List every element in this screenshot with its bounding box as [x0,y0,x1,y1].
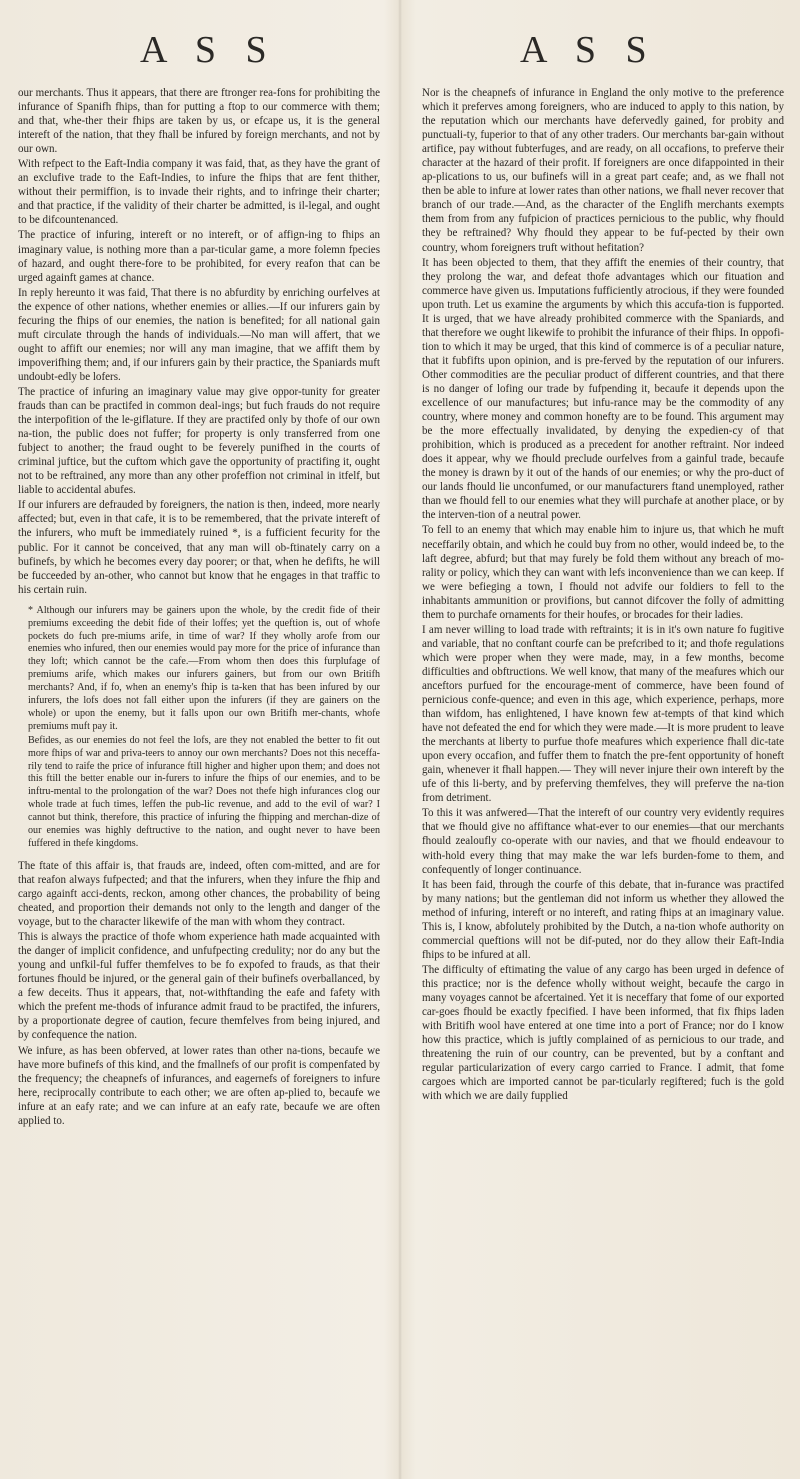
paragraph: The difficulty of eftimating the value of any cargo has been urged in defence of this practice; nor is the defence wholly without weight, becaufe the cargo in many voyages cannot be afcertained. Yet it is neceffary that fome of our exported car-goes fhould be exactly fpecified. I have been informed, that fix fhips laden with Britifh wool have entered at one time into a port of France; nor do I know how this practice, which is juftly complained of as pernicious to our trade, and threatening the ruin of our country, can be prevented, but by a conftant and regular particularization of every cargo carried to France. I admit, that fome cargoes which are imported cannot be par-ticularly regiftered; fuch is the gold with which we are daily fupplied [422,963,784,1103]
paragraph: I am never willing to load trade with reftraints; it is in it's own nature fo fugitive and variable, that no conftant courfe can be prefcribed to it; and thofe regulations which were proper when they were made, may, in a few months, become difficulties and obftructions. We well know, that many of the meafures which our anceftors purfued for the encourage-ment of commerce, have been found of pernicious confe-quence; and even in this age, which experience, perhaps, more than wifdom, has enlightened, I have known few at-tempts of that kind which have not defeated the end for which they were made.—It is more prudent to leave the merchants at liberty to purfue thofe meafures which experience fhall dic-tate upon every occafion, and fuffer them to fnatch the pre-fent opportunity of honeft gain, whenever it fhall happen.— They will never injure their own intereft by the ufe of this li-berty, and by preferving themfelves, they will preferve the na-tion from detriment. [422,623,784,805]
paragraph: In reply hereunto it was faid, That there is no abfurdity by enriching ourfelves at the expence of other nations, whether enemies or allies.—If our infurers gain by fecuring the fhips of our enemies, the nation is benefited; for all national gain muft circulate through the hands of individuals.—No man will affert, that we ought to affift our enemies; nor will any man imagine, that we affift them by impoverifhing them; and, if our infurers gain by their practice, the Spaniards muft undoubt-edly be lofers. [18,286,380,383]
paragraph: The ftate of this affair is, that frauds are, indeed, often com-mitted, and are for that reafon always fufpected; and that the infurers, when they infure the fhip and cargo againft acci-dents, reckon, among other chances, the probability of being cheated, and proportion their demands not only to the length and danger of the voyage, but to the character likewife of the man with whom they contract. [18,859,380,929]
paragraph: our merchants. Thus it appears, that there are ftronger rea-fons for prohibiting the infurance of Spanifh fhips, than for putting a ftop to our commerce with them; and that, whe-ther their fhips are taken by us, or efcape us, it is the general intereft of the nation, that they fhall be infured by foreign merchants, and not by our own. [18,87,380,156]
paragraph: It has been faid, through the courfe of this debate, that in-furance was practifed by many nations; but the gentleman did not inform us whether they allowed the method of infuring, intereft or no intereft, and rating fhips at an imaginary value. This is, I know, abfolutely prohibited by the Dutch, a na-tion whofe authority on commercial queftions will not be dif-puted, nor do they allow their Eaft-India fhips to be infured at all. [422,878,784,961]
footnote-paragraph: Befides, as our enemies do not feel the lofs, are they not enabled the better to fit out more fhips of war and priva-teers to annoy our own merchants? Does not this neceffa-rily tend to raife the price of infurance ftill higher and higher upon them; and does not this ftill the better enable our in-furers to infure the fhips of our enemies, and to be inftru-mental to the prolongation of the war? Does not thefe high infurances clog our whole trade at fuch times, leffen the pub-lic revenue, and add to the evil of war? I cannot but think, therefore, this practice of infuring the fhipping and merchan-dize of our enemies was highly deftructive to the nation, and ought never to have been fuffered in thefe kingdoms. [28,734,380,849]
running-head-left: A S S [140,29,277,71]
paragraph: The practice of infuring an imaginary value may give oppor-tunity for greater frauds than can be practifed in common deal-ings; but fuch frauds do not require the interpofition of the le-giflature. If they are practifed only by thofe of our own na-tion, the public does not fuffer; for property is only transferred from one fubject to another; the fraud ought to be feverely punifhed in the courts of criminal juftice, but the cuftom which gave the opportunity of practifing it, ought not to be reftrained, any more than any other profeffion not criminal in itfelf, but liable to accidental abufes. [18,385,380,497]
paragraph: To this it was anfwered—That the intereft of our country very evidently requires that we fhould give no affiftance what-ever to our enemies—that our merchants fhould zealoufly co-operate with our navies, and that we fhould endeavour to with-hold every thing that may make the war lefs burden-fome to them, and confequently of longer continuance. [422,807,784,876]
paragraph: Nor is the cheapnefs of infurance in England the only motive to the preference which it preferves among foreigners, who are induced to apply to this nation, by the reputation which our merchants have defervedly gained, for probity and punctuali-ty, fuperior to that of any other traders. Our merchants bar-gain without artifice, pay without fubterfuges, and are ready, on all occafions, to preferve their character at the hazard of their profit. If foreigners are once difappointed in their ap-plications to us, our bufinefs will in a great part ceafe; and, as we fhall not then be able to infure at lower rates than other nations, we fhall never recover that branch of our trade.—And, as the character of the Englifh merchants exempts them from from any fufpicion of practices pernicious to the public, why fhould they be reftrained? Why fhould they appear to be fuf-pected by their own country, whom foreigners truft without hefitation? [422,87,784,254]
paragraph: This is always the practice of thofe whom experience hath made acquainted with the danger of implicit confidence, and unfufpecting credulity; nor do any but the young and unfkil-ful fuffer themfelves to be fo expofed to frauds, as that their fortunes fhould be injured, or the general gain of their bufinefs overballanced, by a few deceits. Thus it appears, that, not-withftanding the eafe and fafety with which the prefent me-thods of infurance admit fraud to be practifed, the infurers, by a proportionate degree of caution, fecure themfelves from being injured, and by confequence the nation. [18,931,380,1042]
paragraph: If our infurers are defrauded by foreigners, the nation is then, indeed, more nearly affected; but, even in that cafe, it is to be remembered, that the private intereft of the infurers, who muft be immediately ruined *, is a fufficient fecurity for the public. For it cannot be conceived, that any man will ob-ftinately carry on a bufinefs, by which he becomes every day poorer; or that, when he defifts, he will be fucceeded by an-other, who cannot but know that he engages in that traffic to his certain ruin. [18,499,380,596]
book-spine [398,0,402,1479]
left-column [18,86,380,1128]
running-head-right: A S S [520,29,657,71]
footnote-paragraph: * Although our infurers may be gainers upon the whole, by the credit fide of their premiums exceeding the debit fide of their loffes; yet the queftion is, out of whofe pockets do fuch pre-miums arife, in time of war? If they wholly arofe from our enemies who infured, then our enemies would pay more for the price of infurance than they loft; which cannot be the cafe.—From whom then does this furplufage of premiums arife, which makes our infurers gainers, but from our own Britifh merchants? And, if fo, when an enemy's fhip is ta-ken that has been infured by our infurers, the lofs does not fall either upon the infurers (if they are gainers on the whole) or upon the enemy, but it falls upon our own Britifh mer-chants, whofe premiums muft pay it. [28,604,380,732]
paragraph: It has been objected to them, that they affift the enemies of their country, that they prolong the war, and defeat thofe advantages which our fituation and commerce have given us. Imputations fufficiently atrocious, if they were founded upon truth. Let us examine the arguments by which this accufa-tion is fupported. It is urged, that we have already prohibited commerce with the Spaniards, and that therefore we ought likewife to prohibit the infurance of their fhips. In oppofi-tion to which it may be urged, that this kind of commerce is of a peculiar nature, that it fubfifts upon opinion, and is pre-ferved by the reputation of our infurers. Other commodities are the peculiar product of different countries, and that there is no danger of lofing our trade by fufpending it, becaufe it depends upon the excellence of our manufactures; but infu-rance may be the commodity of any country, where money and common honefty are to be found. This argument may be the more effectually invalidated, by denying the expedien-cy of that prohibition, which is produced as a precedent for another reftraint. Nor indeed does it appear, why we fhould preclude ourfelves from a gainful trade, becaufe the money is drawn by it out of the hands of our enemies; or why the pro-duct of our lands fhould lie unconfumed, or our manufacturers ftand unemployed, rather than we fhould fell to our enemies what they will purchafe at another place, or by the interven-tion of a neutral power. [422,256,784,522]
footnote [18,605,380,851]
paragraph: With refpect to the Eaft-India company it was faid, that, as they have the grant of an exclufive trade to the Eaft-Indies, to infure the fhips that are fent thither, without their permiffion, is to invade their rights, and to infringe their charter; and that practice, if the validity of their charter be admitted, is il-legal, and ought to be difcountenanced. [18,158,380,227]
paragraph: We infure, as has been obferved, at lower rates than other na-tions, becaufe we have more bufinefs of this kind, and the fmallnefs of our profit is compenfated by the frequency; the cheapnefs of infurances, and eagernefs of foreigners to infure here, reciprocally contribute to each other; we are often ap-plied to, becaufe we infure at an eafy rate; and we can infure at an eafy rate, becaufe we are often applied to. [18,1044,380,1127]
paragraph: The practice of infuring, intereft or no intereft, or of affign-ing to fhips an imaginary value, is nothing more than a par-ticular game, a more folemn fpecies of hazard, and ought there-fore to be prohibited, for every reafon that can be urged againft games at chance. [18,229,380,284]
right-column [422,86,784,1103]
paragraph: To fell to an enemy that which may enable him to injure us, that which he muft neceffarily obtain, and which he could buy from no other, would indeed be, to the laft degree, abfurd; but that may furely be fold them without any breach of mo-rality or policy, which they can want with lefs inconvenience than we can keep. If we were befieging a town, I fhould not advife our foldiers to fell to the inhabitants ammunition or provifions, but cannot difcover the folly of admitting them to purchafe ornaments for their houfes, or brocades for their ladies. [422,524,784,621]
